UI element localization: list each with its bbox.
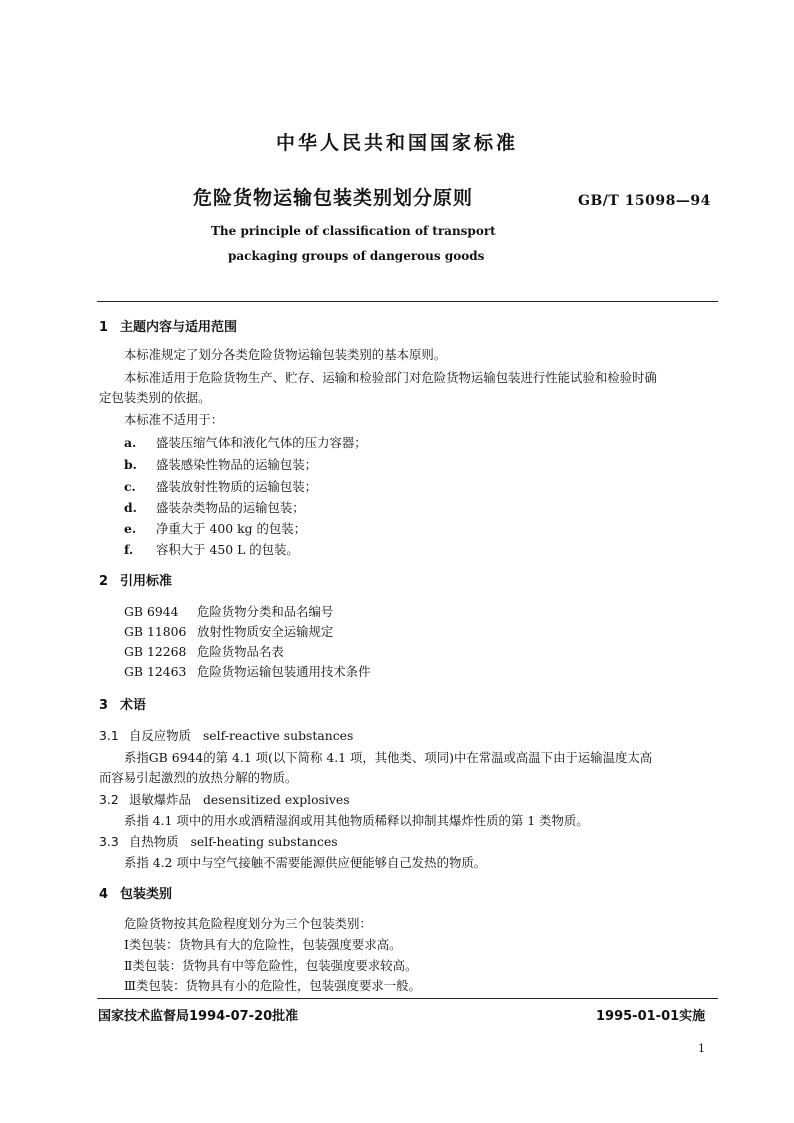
page-number: 1 [698,1042,705,1055]
paragraph: 危险货物按其危险程度划分为三个包装类别： [124,916,372,931]
reference-item [124,622,333,640]
term-definition: 系指 4.1 项中的用水或酒精湿润或用其他物质稀释以抑制其爆炸性质的第 1 类物质。 [124,813,589,828]
reference-title: 危险货物分类和品名编号 [197,604,334,619]
list-text: 净重大于 400 kg 的包装； [156,521,307,536]
section-title: 术语 [120,698,147,713]
list-text: 盛装感染性物品的运输包装； [156,457,318,472]
section-number: 3 [99,698,109,713]
term-3-3 [99,832,338,850]
reference-title: 放射性物质安全运输规定 [197,624,334,639]
term-definition: 系指GB 6944的第 4.1 项(以下简称 4.1 项，其他类、项同)中在常温或高温下由于运输温度太高 [124,750,653,765]
list-item [124,519,306,537]
standard-number: GB/T 15098—94 [578,193,711,209]
paragraph: 本标准不适用于： [124,412,224,427]
list-item [124,540,299,558]
approval-info: 国家技术监督局1994-07-20批准 [98,1009,299,1024]
term-3-1 [99,726,353,744]
list-text: 盛装放射性物质的运输包装； [156,479,318,494]
reference-code: GB 6944 [124,604,179,619]
list-text: 容积大于 450 L 的包装。 [156,542,299,557]
term-number: 3.3 [99,834,119,849]
list-label: c. [124,479,136,494]
term-english: desensitized explosives [202,792,350,807]
document-title-english-line1: The principle of classification of transport [211,224,496,238]
header-divider [97,301,718,302]
reference-code: GB 12463 [124,664,187,679]
list-label: a. [124,435,137,450]
list-item [124,455,317,473]
section-3-heading [99,694,146,713]
footer-divider [97,998,718,999]
reference-title: 危险货物运输包装通用技术条件 [197,664,371,679]
list-label: b. [124,457,137,472]
section-number: 2 [99,574,109,589]
term-number: 3.2 [99,792,119,807]
list-label: d. [124,500,137,515]
list-label: e. [124,521,137,536]
term-english: self-reactive substances [202,728,354,743]
paragraph-continuation: 定包装类别的依据。 [99,390,211,405]
packing-group-2: Ⅱ类包装：货物具有中等危险性，包装强度要求较高。 [124,958,418,973]
section-title: 包装类别 [120,887,173,902]
reference-item [124,602,333,620]
list-label: f. [124,542,134,557]
list-text: 盛装压缩气体和液化气体的压力容器； [156,435,367,450]
reference-item [124,662,370,680]
term-chinese: 自反应物质 [129,728,191,743]
reference-code: GB 12268 [124,644,187,659]
list-text: 盛装杂类物品的运输包装； [156,500,305,515]
term-chinese: 自热物质 [129,834,179,849]
section-number: 4 [99,887,109,902]
paragraph: 本标准适用于危险货物生产、贮存、运输和检验部门对危险货物运输包装进行性能试验和检验时确 [124,370,657,385]
section-2-heading [99,570,172,589]
implementation-date: 1995-01-01实施 [596,1009,706,1024]
section-1-heading [99,316,237,335]
packing-group-1: Ⅰ类包装：货物具有大的危险性，包装强度要求高。 [124,937,402,952]
document-title-chinese: 危险货物运输包装类别划分原则 [193,187,474,209]
section-title: 主题内容与适用范围 [120,320,238,335]
packing-group-3: Ⅲ类包装：货物具有小的危险性，包装强度要求一般。 [124,978,421,993]
section-4-heading [99,883,172,902]
national-standard-title: 中华人民共和国国家标准 [275,132,518,154]
term-english: self-heating substances [190,834,338,849]
reference-code: GB 11806 [124,624,187,639]
list-item [124,477,317,495]
list-item [124,433,367,451]
reference-title: 危险货物品名表 [197,644,284,659]
document-title-english-line2: packaging groups of dangerous goods [228,249,485,263]
paragraph: 本标准规定了划分各类危险货物运输包装类别的基本原则。 [124,347,447,362]
term-definition: 系指 4.2 项中与空气接触不需要能源供应便能够自己发热的物质。 [124,855,487,870]
term-number: 3.1 [99,728,119,743]
term-3-2 [99,790,350,808]
section-title: 引用标准 [120,574,173,589]
term-chinese: 退敏爆炸品 [129,792,191,807]
section-number: 1 [99,320,109,335]
term-definition-continuation: 而容易引起激烈的放热分解的物质。 [99,770,298,785]
reference-item [124,642,284,660]
list-item [124,498,305,516]
